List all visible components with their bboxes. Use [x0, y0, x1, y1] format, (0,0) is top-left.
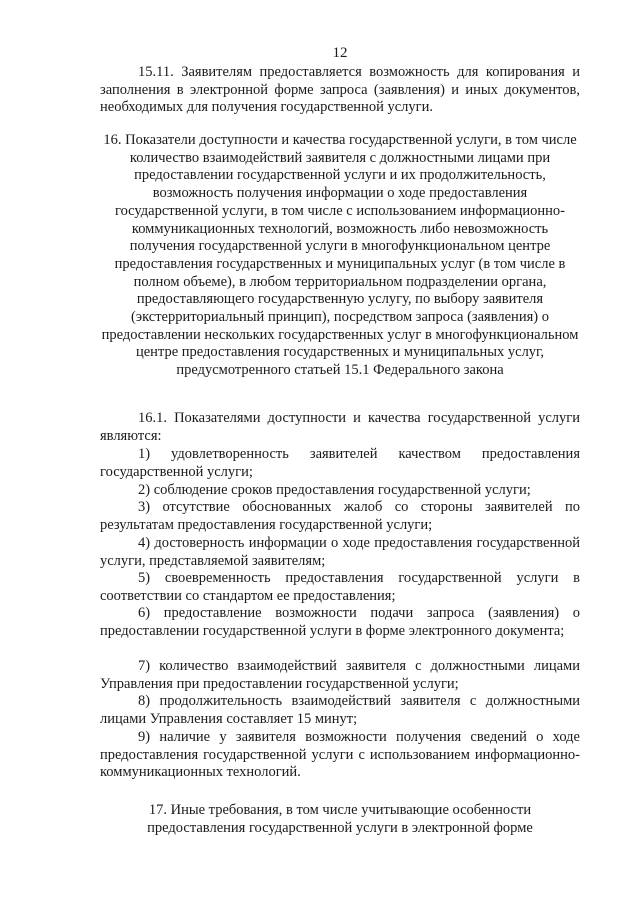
list-item-3: 3) отсутствие обоснованных жалоб со стороны заявителей по результатам предоставления государственной услуги; [100, 499, 580, 533]
document-page [100, 0, 580, 905]
list-item-1: 1) удовлетворенность заявителей качеством предоставления государственной услуги; [100, 446, 580, 480]
list-item-5: 5) своевременность предоставления государственной услуги в соответствии со стандартом ее предоставления; [100, 570, 580, 604]
list-item-2: 2) соблюдение сроков предоставления государственной услуги; [138, 482, 531, 498]
list-item-9: 9) наличие у заявителя возможности получения сведений о ходе предоставления государственной услуги с использованием информационно-коммуникационных технологий. [100, 729, 580, 781]
section-17-heading: 17. Иные требования, в том числе учитывающие особенности предоставления государственной услуги в электронной форме [147, 802, 533, 836]
list-item-6: 6) предоставление возможности подачи запроса (заявления) о предоставлении государственной услуги в форме электронного документа; [100, 605, 580, 639]
page-number: 12 [332, 45, 348, 61]
list-item-8: 8) продолжительность взаимодействий заявителя с должностными лицами Управления составляет 15 минут; [100, 693, 580, 727]
list-item-7: 7) количество взаимодействий заявителя с должностными лицами Управления при предоставлении государственной услуги; [100, 658, 580, 692]
paragraph-15-11: 15.11. Заявителям предоставляется возможность для копирования и заполнения в электронной форме запроса (заявления) и иных документов, необходимых для получения государственной услуги. [100, 64, 580, 116]
section-16-heading: 16. Показатели доступности и качества государственной услуги, в том числе количество взаимодействий заявителя с должностными лицами при предоставлении государственной услуги и их продолжительность, возможность получения информации о ходе предоставления государственной услуги, в том числе с использованием информационно-коммуникационных технологий, возможность либо невозможность получения государственной услуги в многофункциональном центре предоставления государственных и муниципальных услуг (в том числе в полном объеме), в любом территориальном подразделении органа, предоставляющего государственную услугу, по выбору заявителя (экстерриториальный принцип), посредством запроса (заявления) о предоставлении нескольких государственных услуг в многофункциональном центре предоставления государственных и муниципальных услуг, предусмотренного статьей 15.1 Федерального закона [101, 132, 579, 379]
paragraph-16-1-intro: 16.1. Показателями доступности и качества государственной услуги являются: [100, 410, 580, 444]
list-item-4: 4) достоверность информации о ходе предоставления государственной услуги, представляемой заявителям; [100, 535, 580, 569]
